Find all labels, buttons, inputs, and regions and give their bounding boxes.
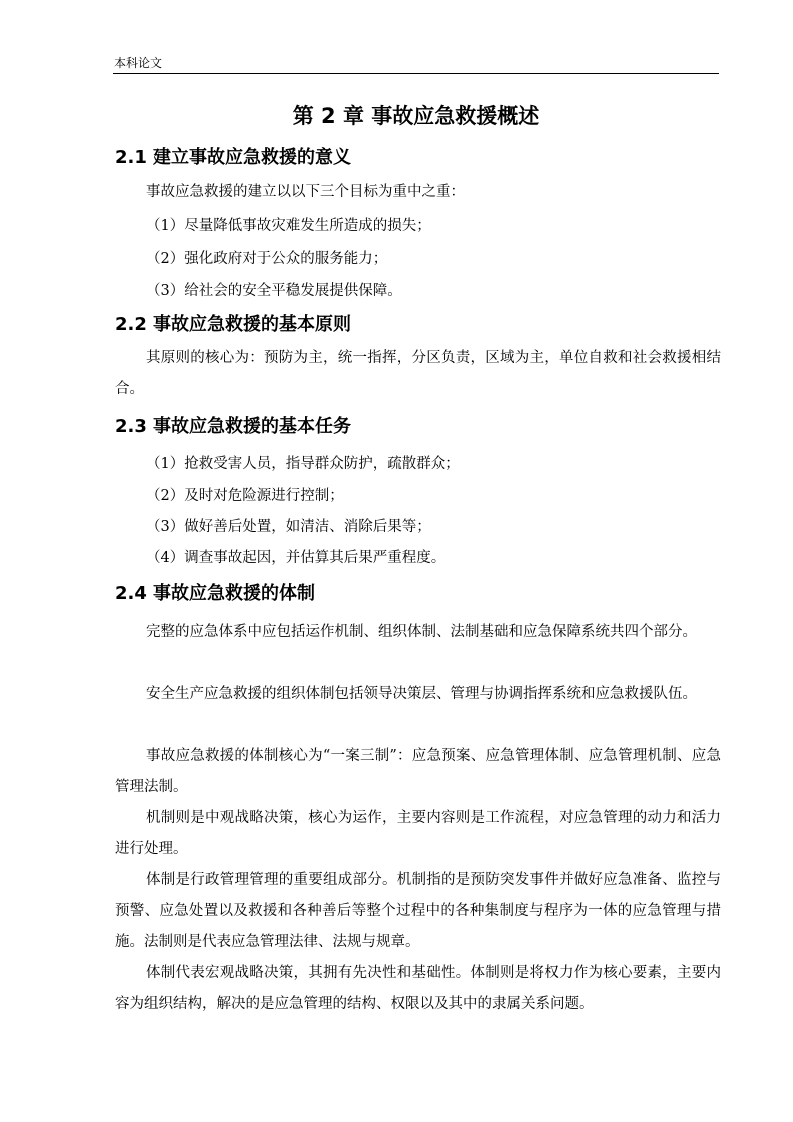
section-heading-2-1 [115, 145, 351, 171]
section-title: 事故应急救援的基本任务 [153, 416, 351, 437]
paragraph: 安全生产应急救援的组织体制包括领导决策层、管理与协调指挥系统和应急救援队伍。 [146, 686, 697, 702]
list-item: （3）做好善后处置，如清洁、消除后果等； [146, 519, 431, 535]
list-item: （3）给社会的安全平稳发展提供保障。 [146, 283, 402, 299]
list-item: （1）抢救受害人员，指导群众防护，疏散群众； [146, 456, 460, 472]
paragraph: 事故应急救援的体制核心为“一案三制”：应急预案、应急管理体制、应急管理机制、应急管理法制。 [115, 748, 721, 795]
list-item: （2）及时对危险源进行控制； [146, 488, 344, 504]
section-number: 2.3 [115, 416, 147, 437]
paragraph: 完整的应急体系中应包括运作机制、组织体制、法制基础和应急保障系统共四个部分。 [146, 624, 697, 640]
paragraph: 机制则是中观战略决策，核心为运作，主要内容则是工作流程，对应急管理的动力和活力进行处理。 [115, 810, 721, 857]
section-title: 建立事故应急救援的意义 [153, 147, 351, 168]
section-heading-2-3 [115, 414, 351, 440]
section-heading-2-4 [115, 581, 315, 607]
list-item: （4）调查事故起因，并估算其后果严重程度。 [146, 550, 446, 566]
section-heading-2-2 [115, 312, 351, 338]
paragraph: 事故应急救援的建立以以下三个目标为重中之重： [146, 184, 465, 200]
section-number: 2.1 [115, 147, 147, 168]
list-item: （1）尽量降低事故灾难发生所造成的损失； [146, 218, 431, 234]
section-title: 事故应急救援的基本原则 [153, 314, 351, 335]
section-number: 2.2 [115, 314, 147, 335]
list-item: （2）强化政府对于公众的服务能力； [146, 251, 388, 267]
section-number: 2.4 [115, 583, 147, 604]
chapter-title: 第 2 章 事故应急救援概述 [292, 104, 540, 128]
paragraph: 其原则的核心为：预防为主，统一指挥，分区负责，区域为主，单位自救和社会救援相结合。 [115, 350, 721, 397]
paragraph: 体制代表宏观战略决策，其拥有先决性和基础性。体制则是将权力作为核心要素，主要内容为组织结构，解决的是应急管理的结构、权限以及其中的隶属关系问题。 [115, 965, 721, 1012]
page-header-label: 本科论文 [114, 56, 163, 70]
header-divider [113, 73, 719, 74]
section-title: 事故应急救援的体制 [153, 583, 315, 604]
paragraph: 体制是行政管理管理的重要组成部分。机制指的是预防突发事件并做好应急准备、监控与预警、应急处置以及救援和各种善后等整个过程中的各种集制度与程序为一体的应急管理与措施。法制则是代表应急管理法律、法规与规章。 [115, 872, 721, 950]
